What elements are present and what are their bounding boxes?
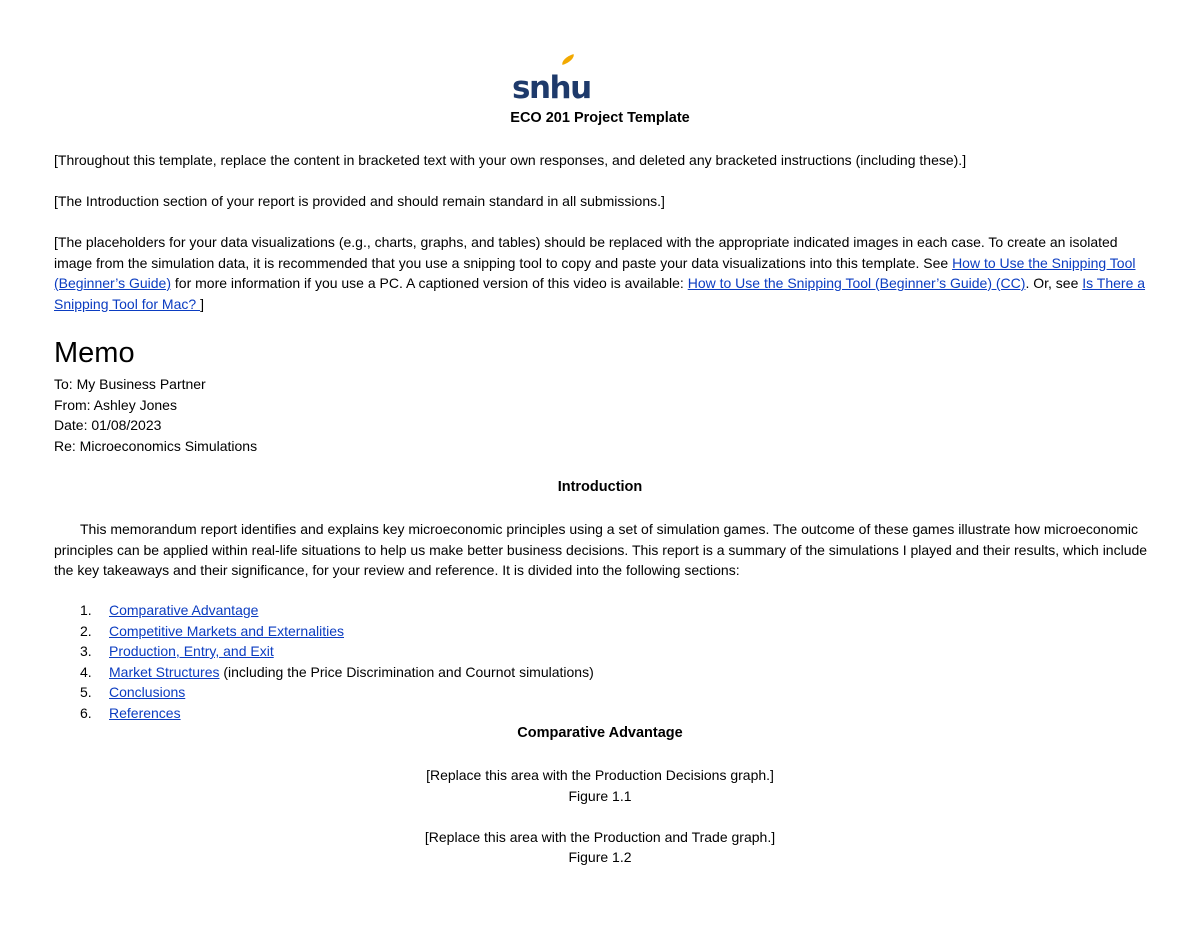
memo-from: From: Ashley Jones	[54, 396, 177, 413]
instruction-paragraph-3	[54, 232, 1150, 314]
figure-caption: Figure 1.1	[568, 788, 632, 804]
toc-link-market-structures[interactable]: Market Structures	[109, 663, 220, 680]
figure-caption: Figure 1.2	[568, 849, 632, 865]
instruction-text: [The placeholders for your data visualizations (e.g., charts, graphs, and tables) should be replaced with the appropriate indicated images in each case. To create an isolated image from the simulation data, it is recommended that you use a snipping tool to copy and paste your data visualizations into this template. See	[54, 234, 1118, 271]
list-item	[54, 703, 594, 724]
toc-link-comparative-advantage[interactable]: Comparative Advantage	[109, 602, 259, 618]
snipping-tool-mac-link[interactable]: Is There a Snipping Tool for Mac?	[54, 275, 1146, 312]
list-number: 4.	[80, 663, 92, 680]
document-title: ECO 201 Project Template	[510, 110, 690, 126]
memo-re: Re: Microeconomics Simulations	[54, 437, 258, 454]
list-item	[54, 682, 594, 703]
section-list	[54, 600, 594, 723]
logo-text: snhu	[512, 70, 591, 106]
list-item	[54, 600, 594, 621]
toc-link-production-entry-exit[interactable]: Production, Entry, and Exit	[109, 643, 274, 659]
instruction-text: ]	[200, 295, 204, 312]
snhu-logo	[512, 56, 591, 106]
instruction-text: for more information if you use a PC. A captioned version of this video is available:	[171, 275, 688, 291]
list-number: 5.	[80, 684, 92, 700]
memo-date: Date: 01/08/2023	[54, 417, 162, 433]
graph-placeholder-production-decisions: [Replace this area with the Production Decisions graph.]	[426, 767, 774, 783]
memo-heading: Memo	[54, 337, 135, 369]
list-number: 3.	[80, 643, 92, 659]
graph-placeholder-production-trade: [Replace this area with the Production and Trade graph.]	[424, 829, 776, 845]
introduction-body: This memorandum report identifies and explains key microeconomic principles using a set of simulation games. The outcome of these games illustrate how microeconomic principles can be applied within real-life situations to help us make better business decisions. This report is a summary of the simulations I played and their results, which include the key takeaways and their significance, for your review and reference. It is divided into the following sections:	[54, 521, 1148, 578]
instruction-text: . Or, see	[1025, 275, 1083, 291]
instruction-paragraph-1: [Throughout this template, replace the content in bracketed text with your own responses, and deleted any bracketed instructions (including these).]	[54, 152, 967, 168]
list-number: 2.	[80, 622, 92, 639]
list-item	[54, 621, 594, 642]
leaf-icon	[560, 54, 575, 65]
toc-link-references[interactable]: References	[109, 704, 181, 721]
instruction-paragraph-2: [The Introduction section of your report is provided and should remain standard in all submissions.]	[54, 193, 665, 209]
list-item	[54, 662, 594, 683]
comparative-advantage-heading: Comparative Advantage	[517, 725, 683, 741]
list-item	[54, 641, 594, 662]
snipping-tool-guide-link[interactable]: How to Use the Snipping Tool (Beginner’s Guide)	[54, 254, 1136, 291]
memo-to: To: My Business Partner	[54, 376, 206, 392]
toc-link-competitive-markets[interactable]: Competitive Markets and Externalities	[109, 622, 344, 639]
list-number: 6.	[80, 704, 92, 721]
list-item-suffix: (including the Price Discrimination and Cournot simulations)	[219, 663, 594, 680]
introduction-heading: Introduction	[557, 479, 643, 495]
memo-header-block	[54, 374, 257, 456]
snipping-tool-guide-cc-link[interactable]: How to Use the Snipping Tool (Beginner’s Guide) (CC)	[687, 275, 1026, 291]
list-number: 1.	[80, 602, 92, 618]
toc-link-conclusions[interactable]: Conclusions	[109, 684, 186, 700]
